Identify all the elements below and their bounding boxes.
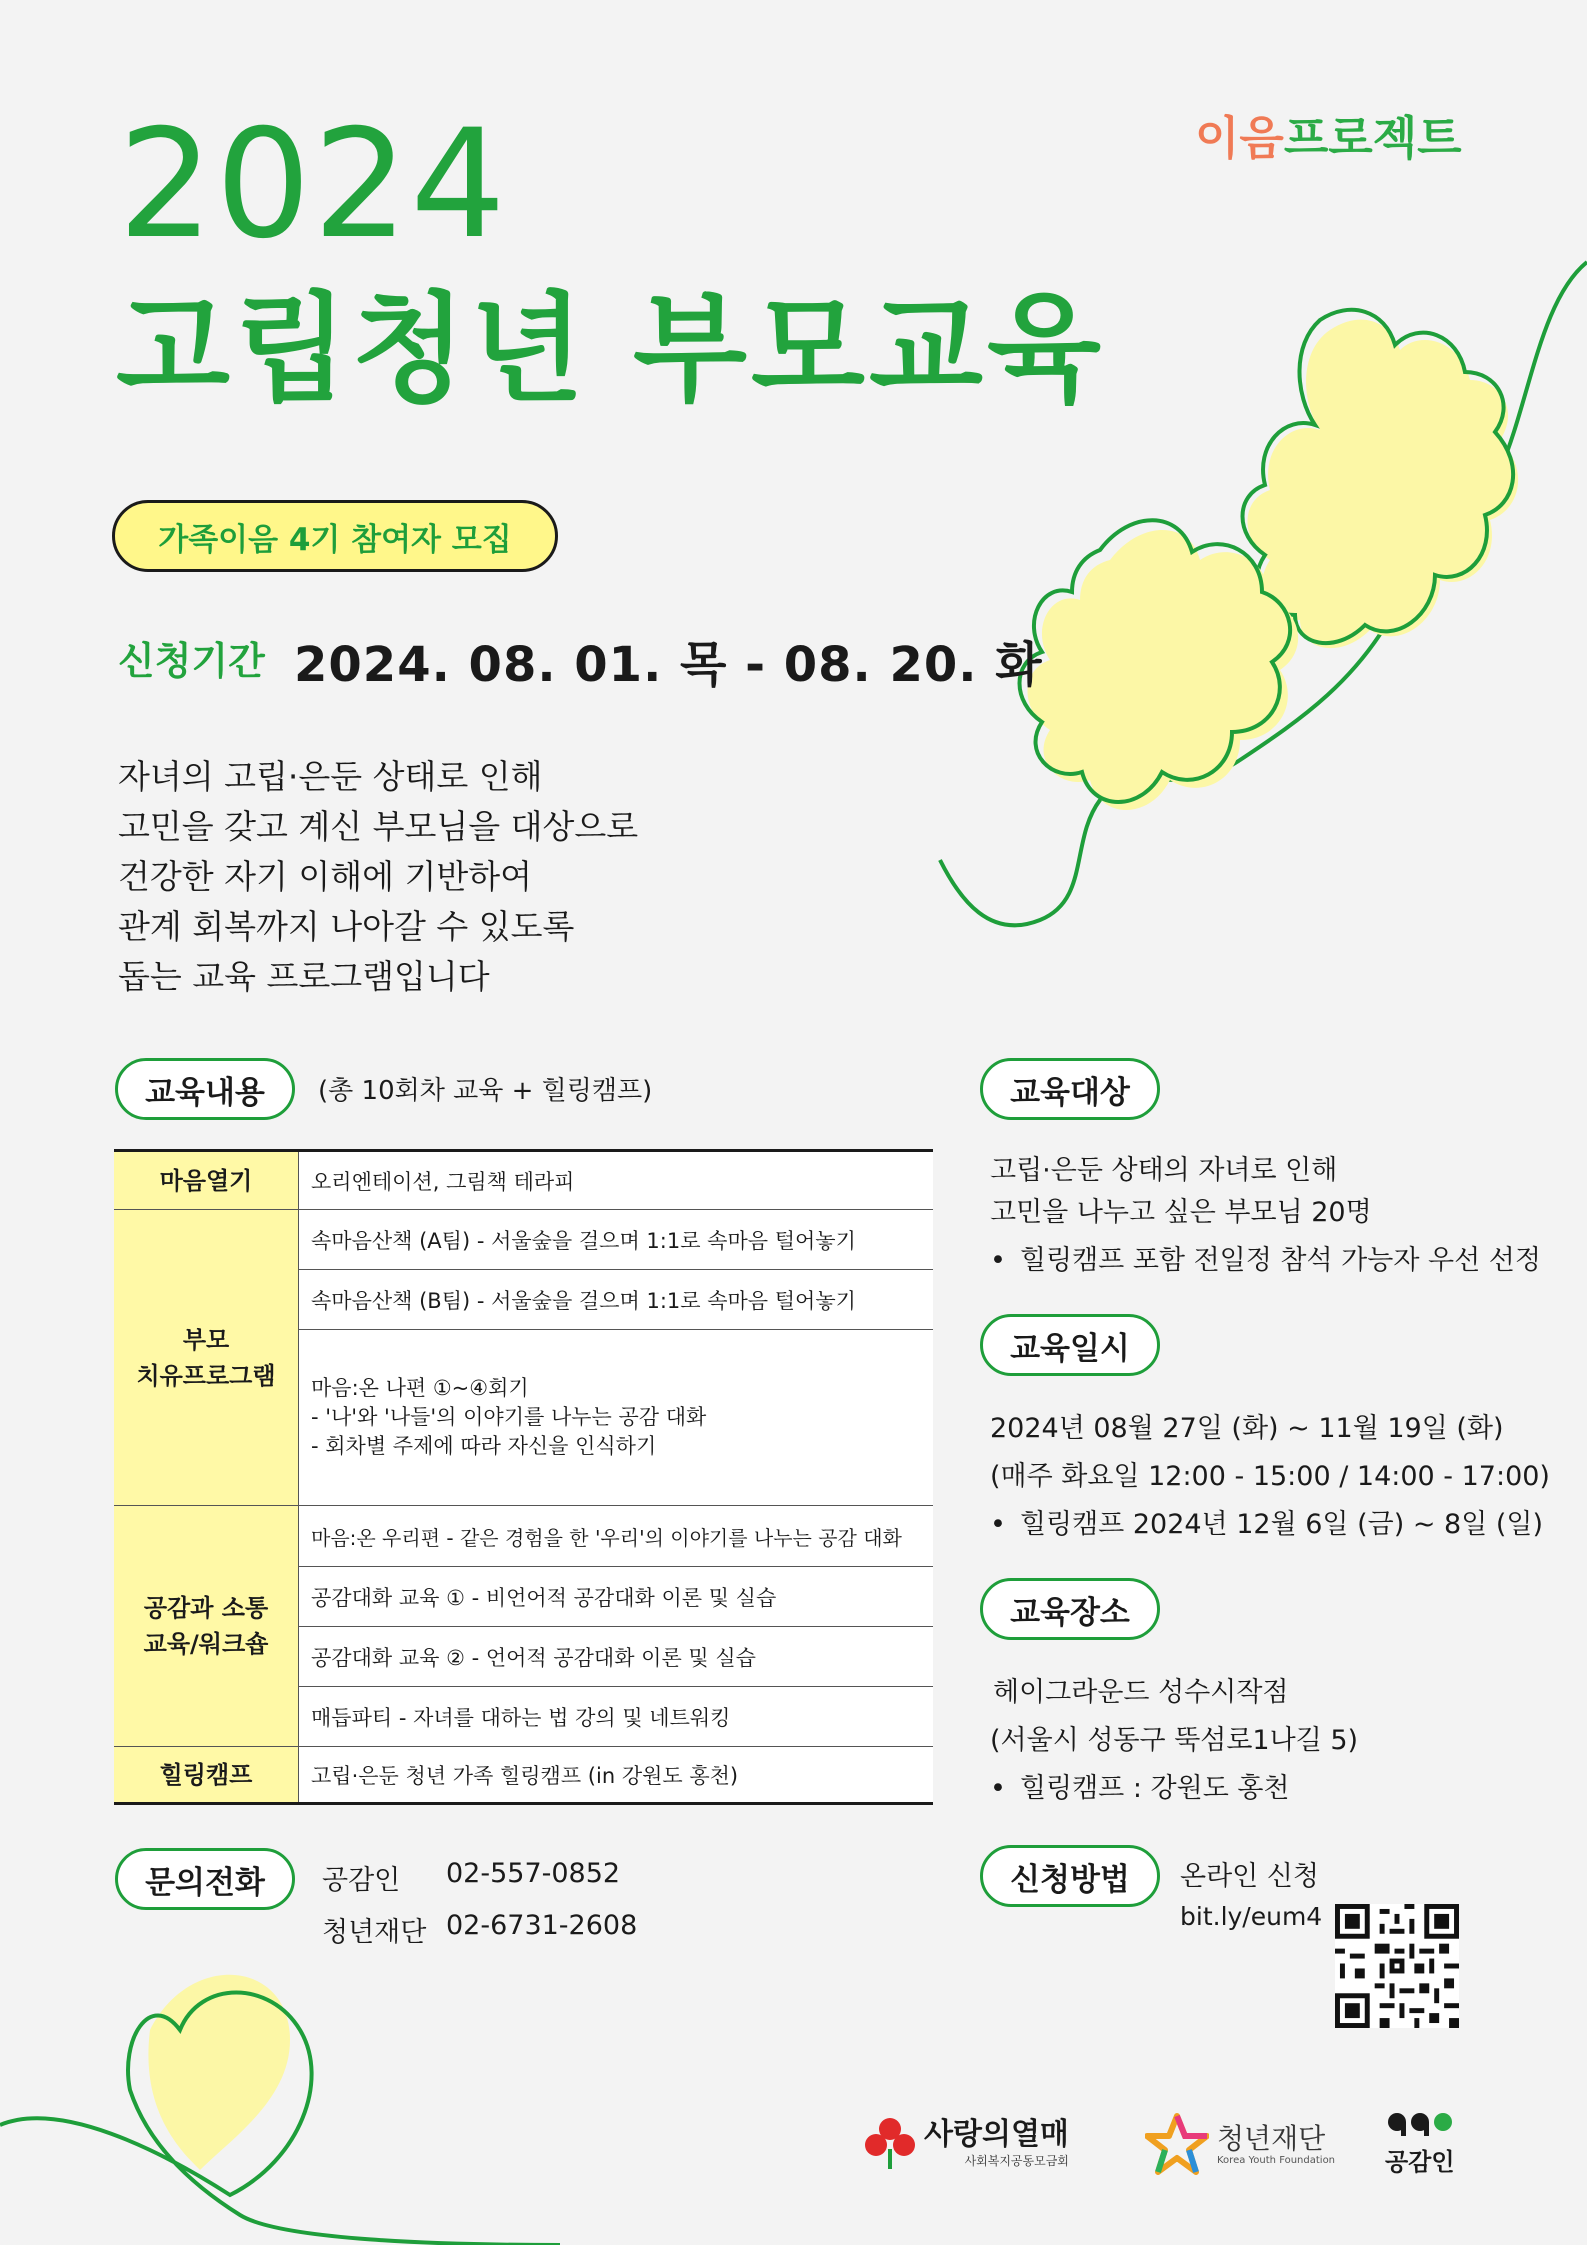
target-bullet: • 힐링캠프 포함 전일정 참석 가능자 우선 선정 xyxy=(990,1238,1541,1277)
contact-phone: 02-557-0852 xyxy=(446,1858,621,1889)
content-note: (총 10회차 교육 + 힐링캠프) xyxy=(318,1076,653,1106)
target-line: 고민을 나누고 싶은 부모님 20명 xyxy=(990,1197,1372,1228)
intro-line: 돕는 교육 프로그램입니다 xyxy=(118,957,490,996)
apply-method: 온라인 신청 xyxy=(1180,1861,1319,1892)
category-cell: 힐링캠프 xyxy=(114,1747,299,1804)
contact-section-label: 문의전화 xyxy=(115,1848,295,1910)
eum-project-logo: 이음프로젝트 xyxy=(1195,111,1462,165)
schedule-line: 2024년 08월 27일 (화) ~ 11월 19일 (화) xyxy=(990,1413,1504,1444)
category-cell: 마음열기 xyxy=(114,1151,299,1210)
place-bullet: • 힐링캠프 : 강원도 홍천 xyxy=(990,1766,1290,1805)
page-title: 고립청년 부모교육 xyxy=(116,280,1105,418)
intro-line: 고민을 갖고 계신 부모님을 대상으로 xyxy=(118,807,639,846)
youth-foundation-logo xyxy=(1145,2112,1335,2176)
item-cell: 속마음산책 (A팀) - 서울숲을 걸으며 1:1로 속마음 털어놓기 xyxy=(299,1210,934,1270)
love-fruit-sub: 사회복지공동모금회 xyxy=(964,2153,1069,2168)
item-cell: 마음:온 나편 ①~④회기 - '나'와 '나들'의 이야기를 나누는 공감 대화 - 회차별 주제에 따라 자신을 인식하기 xyxy=(299,1330,934,1506)
item-cell: 오리엔테이션, 그림책 테라피 xyxy=(299,1151,934,1210)
love-fruit-name: 사랑의열매 xyxy=(924,2116,1069,2152)
item-cell: 공감대화 교육 ① - 비언어적 공감대화 이론 및 실습 xyxy=(299,1567,934,1627)
place-line: (서울시 성동구 뚝섬로1나길 5) xyxy=(990,1725,1359,1756)
place-section-label: 교육장소 xyxy=(980,1578,1160,1640)
contact-phone: 02-6731-2608 xyxy=(446,1910,638,1941)
item-cell: 속마음산책 (B팀) - 서울숲을 걸으며 1:1로 속마음 털어놓기 xyxy=(299,1270,934,1330)
period-label: 신청기간 xyxy=(118,639,265,683)
target-line: 고립·은둔 상태의 자녀로 인해 xyxy=(990,1155,1338,1186)
table-row xyxy=(114,1747,933,1804)
contact-org: 공감인 xyxy=(322,1865,401,1896)
content-section-label: 교육내용 xyxy=(115,1058,295,1120)
category-cell: 공감과 소통 교육/워크숍 xyxy=(114,1506,299,1747)
schedule-section-label: 교육일시 xyxy=(980,1314,1160,1376)
intro-text xyxy=(118,752,638,1002)
gonggamin-mark-icon xyxy=(1387,2110,1453,2138)
place-line: 헤이그라운드 성수시작점 xyxy=(993,1677,1289,1708)
category-cell: 부모 치유프로그램 xyxy=(114,1210,299,1506)
table-row xyxy=(114,1506,933,1567)
item-cell: 고립·은둔 청년 가족 힐링캠프 (in 강원도 홍천) xyxy=(299,1747,934,1804)
love-fruit-logo xyxy=(864,2115,1069,2171)
contact-org: 청년재단 xyxy=(322,1917,427,1948)
item-cell: 매듭파티 - 자녀를 대하는 법 강의 및 네트워킹 xyxy=(299,1687,934,1747)
program-table xyxy=(114,1149,933,1805)
star-icon xyxy=(1145,2112,1209,2176)
intro-line: 자녀의 고립·은둔 상태로 인해 xyxy=(118,757,543,796)
intro-line: 관계 회복까지 나아갈 수 있도록 xyxy=(118,907,575,946)
item-cell: 마음:온 우리편 - 같은 경험을 한 '우리'의 이야기를 나누는 공감 대화 xyxy=(299,1506,934,1567)
youth-foundation-sub: Korea Youth Foundation xyxy=(1217,2154,1336,2166)
youth-foundation-name: 청년재단 xyxy=(1217,2121,1326,2155)
schedule-line: (매주 화요일 12:00 - 15:00 / 14:00 - 17:00) xyxy=(990,1461,1550,1492)
gonggamin-logo xyxy=(1385,2110,1455,2177)
period-value: 2024. 08. 01. 목 - 08. 20. 화 xyxy=(294,637,1043,693)
table-row xyxy=(114,1210,933,1270)
qr-code-icon[interactable] xyxy=(1335,1904,1459,2028)
intro-line: 건강한 자기 이해에 기반하여 xyxy=(118,857,533,896)
target-section-label: 교육대상 xyxy=(980,1058,1160,1120)
recruit-badge: 가족이음 4기 참여자 모집 xyxy=(112,500,558,572)
gonggamin-name: 공감인 xyxy=(1385,2148,1455,2176)
apply-section-label: 신청방법 xyxy=(980,1845,1160,1907)
apply-url[interactable]: bit.ly/eum4 xyxy=(1180,1902,1323,1931)
item-cell: 공감대화 교육 ② - 언어적 공감대화 이론 및 실습 xyxy=(299,1627,934,1687)
schedule-bullet: • 힐링캠프 2024년 12월 6일 (금) ~ 8일 (일) xyxy=(990,1502,1543,1541)
table-row xyxy=(114,1151,933,1210)
year-heading: 2024 xyxy=(118,98,508,272)
red-fruit-icon xyxy=(864,2115,916,2171)
